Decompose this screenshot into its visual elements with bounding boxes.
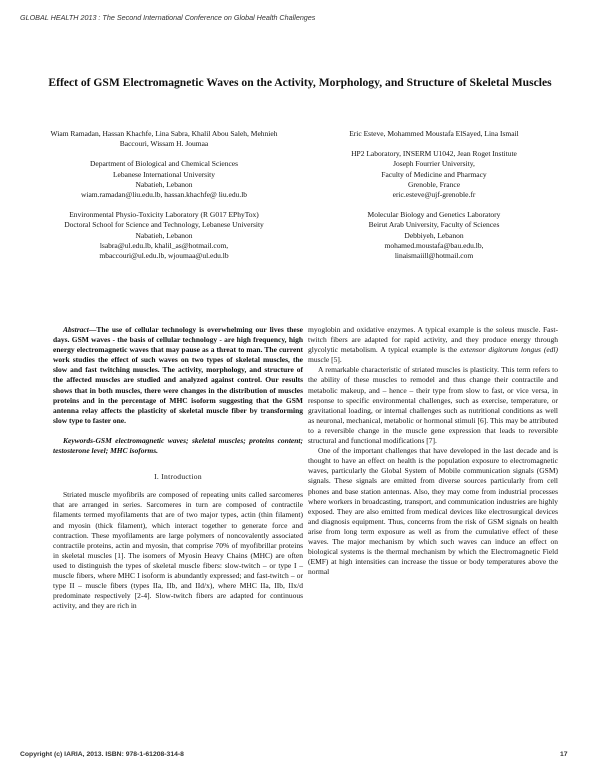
muscle-name-emphasis: extensor digitorum longus (edl) <box>460 345 558 355</box>
keywords-label: Keywords- <box>63 435 96 445</box>
running-header: GLOBAL HEALTH 2013 : The Second International Conference on Global Health Challenges <box>20 13 316 22</box>
email-line: eric.esteve@ujf-grenoble.fr <box>392 190 476 200</box>
email-line: mbaccouri@ul.edu.lb, wjoumaa@ul.edu.lb <box>99 251 229 261</box>
keywords <box>53 436 303 456</box>
abstract-label: Abstract— <box>63 325 97 334</box>
affiliation-line: Faculty of Medicine and Pharmacy <box>381 169 487 179</box>
author-names-right: Eric Esteve, Mohammed Moustafa ElSayed, Lina Ismail <box>349 129 519 138</box>
affiliation-line: Department of Biological and Chemical Sciences <box>89 159 239 169</box>
email-line: lsabra@ul.edu.lb, khalil_as@hotmail.com, <box>99 240 229 250</box>
affiliation-line: Molecular Biology and Genetics Laboratory <box>367 210 501 220</box>
affiliation-line: Environmental Physio-Toxicity Laboratory (R G017 EPhyTox) <box>69 210 259 220</box>
affiliation-line: Debbiyeh, Lebanon <box>404 230 464 240</box>
section-heading: I. Introduction <box>154 472 202 482</box>
email-line: mohamed.moustafa@bau.edu.lb, <box>384 240 484 250</box>
affiliation-line: Nabatieh, Lebanon <box>135 179 193 189</box>
copyright-footer: Copyright (c) IARIA, 2013. ISBN: 978-1-61208-314-8 <box>20 751 184 758</box>
paragraph-text: myoglobin and oxidative enzymes. A typical example is the soleus muscle. Fast-twitch fibers are adapted for rapid activity, and they produce energy through glycolytic metabolism. A typical example is the <box>308 325 558 355</box>
keywords-text: GSM electromagnetic waves; skeletal muscles; proteins content; testosterone level; MHC isoforms. <box>53 435 303 456</box>
body-paragraph: A remarkable characteristic of striated muscles is plasticity. This term refers to the ability of these muscles to remodel and thus change their contractile and metabolic makeup, and – hence – their type from slow to fast, or vice versa, in response to specific environmental challenges, such as exercise, temperature, or gravitational loading, or internal challenges such as nutritional conditions as well as neuronal, mechanical, metabolic or hormonal stimuli [6]. This may be attributed to a reversible change in the muscle gene expression that leads to reversible structural and functional modifications [7]. <box>308 365 558 446</box>
authors-left <box>48 129 280 261</box>
body-paragraph: One of the important challenges that have developed in the last decade and is thought to have an effect on health is the population exposure to electromagnetic waves, particularly the Global System of Mobile communication signals (GSM) signals. These signals are emitted from diverse sources particularly from cell phones and base station antennas. Also, they may come from industrial processes where workers in broadcasting, transport, and communication industries are highly exposed. They are also emitted from medical devices like electrosurgical devices and diagnosis equipment. Thus, concerns from the risk of GSM signals on health arise from long term exposure as well as from the cumulative effect of these waves. The major mechanism by which such waves can induce an effect on biological systems is the thermal mechanism by which the Electromagnetic Field (EMF) at high intensities can increase the tissue or body temperatures above the normal <box>308 446 558 577</box>
email-line: linaismaiill@hotmail.com <box>394 251 474 261</box>
email-line: wiam.ramadan@liu.edu.lb, hassan.khachfe@ liu.edu.lb <box>80 190 248 200</box>
author-names-left: Wiam Ramadan, Hassan Khachfe, Lina Sabra, Khalil Abou Saleh, Mehnieh Baccouri, Wissam H. Joumaa <box>50 129 278 149</box>
intro-paragraph: Striated muscle myofibrils are composed of repeating units called sarcomeres that are arranged in series. Sarcomeres in turn are composed of contractile filaments termed myofilaments that are of two major types, actin (thin filament) and myosin (thick filament), which interact together to generate force and contraction. These myofilaments are large polymers of noncovalently associated contractile proteins, actin and myosin, that comprise 70% of myofibrillar proteins in skeletal muscles [1]. The isomers of Myosin Heavy Chains (MHC) are often used to distinguish the types of skeletal muscle fibers: slow-twitch – or type I – muscle fibers, where MHC I isoform is abundantly expressed; and fast-twitch – or type II – muscle fibers (types IIa, IIb, and IId/x), where MHC IIa, IIb, IIx/d predominate respectively [2-4]. Slow-twitch fibers are adapted for continuous activity, and they are rich in <box>53 490 303 611</box>
affiliation-line: Lebanese International University <box>112 169 216 179</box>
affiliation-line: Joseph Fourrier University, <box>393 159 475 169</box>
right-column <box>308 325 558 577</box>
affiliation-line: Nabatieh, Lebanon <box>135 230 193 240</box>
page-number: 17 <box>560 751 568 758</box>
affiliation-line: Beirut Arab University, Faculty of Sciences <box>368 220 500 230</box>
paper-title: Effect of GSM Electromagnetic Waves on the Activity, Morphology, and Structure of Skeletal Muscles <box>48 76 552 89</box>
abstract-text: The use of cellular technology is overwhelming our lives these days. GSM waves - the basis of cellular technology - are high frequency, high energy electromagnetic waves that may pause as a threat to man. The current work studies the effect of such waves on two types of skeletal muscles, the slow and fast twitching muscles. The activity, morphology, and structure of the affected muscles are studied and analyzed against control. Our results shows that in both muscles, there were changes in the distribution of muscles proteins and in the percentage of MHC isoform suggesting that the GSM antenna relay affects the plasticity of skeletal muscle fiber by transforming slow type to faster one. <box>53 325 303 425</box>
affiliation-line: Grenoble, France <box>407 179 461 189</box>
paragraph-text: muscle [5]. <box>308 355 342 365</box>
affiliation-line: Doctoral School for Science and Technology, Lebanese University <box>64 220 264 230</box>
body-paragraph <box>308 325 558 365</box>
affiliation-line: HP2 Laboratory, INSERM U1042, Jean Roget Institute <box>351 149 517 159</box>
authors-right <box>318 129 550 261</box>
abstract <box>53 325 303 426</box>
left-column <box>53 325 303 611</box>
